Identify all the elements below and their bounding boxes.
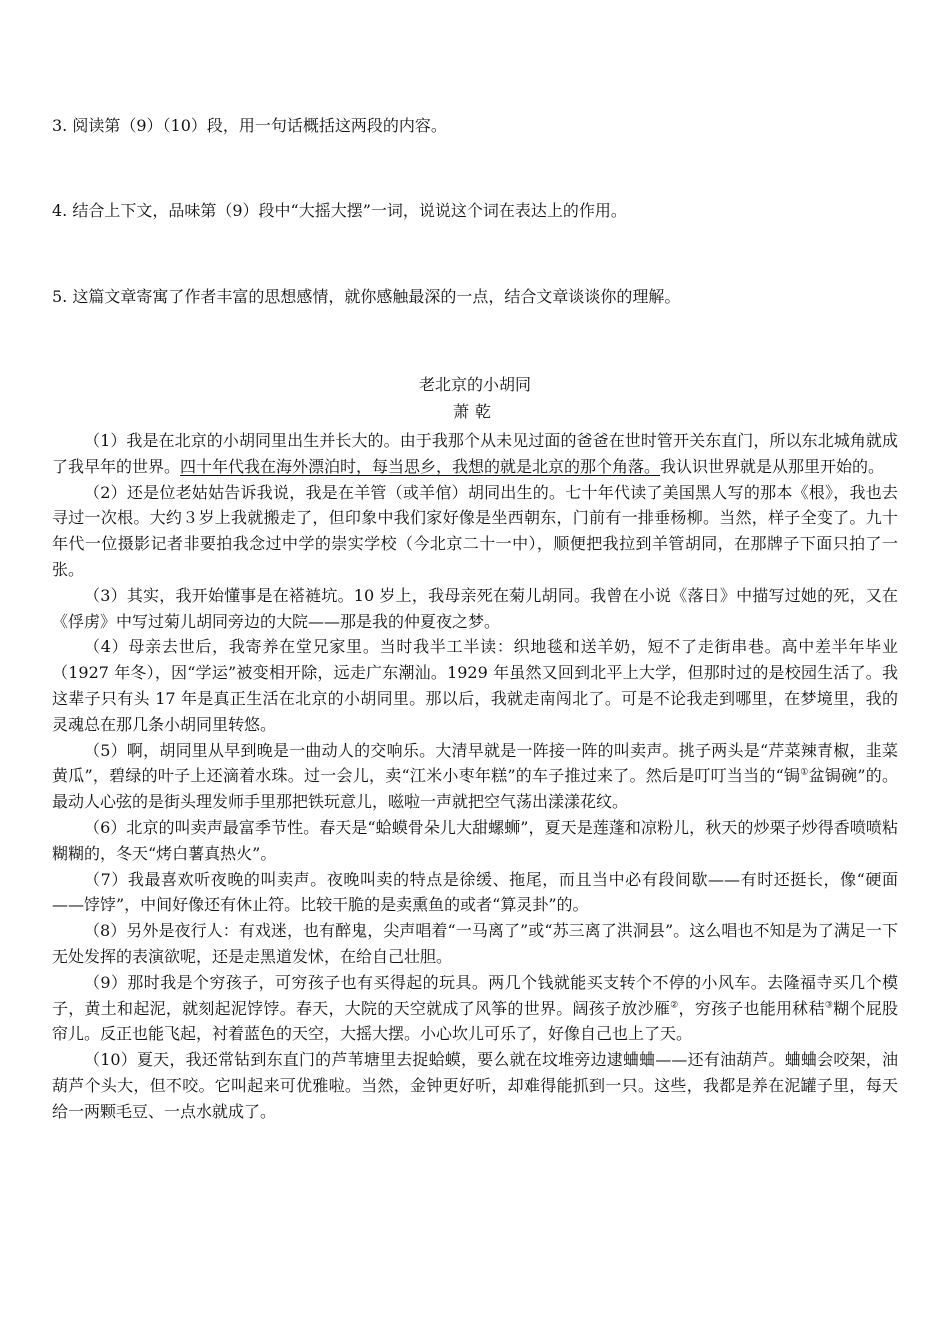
question-3: 3. 阅读第（9）（10）段，用一句话概括这两段的内容。: [52, 116, 447, 135]
footnote-marker: ②: [670, 1000, 679, 1011]
paragraph-9: （9）那时我是个穷孩子，可穷孩子也有买得起的玩具。两几个钱就能买支转个不停的小风车。去隆福寺买几个模子，黄土和起泥，就刻起泥饽饽。春天，大院的天空就成了风筝的世界。阔孩子放沙雁②，穷孩子也能用秫秸③糊个屁股帘儿。反正也能飞起，衬着蓝色的天空，大摇大摆。小心坎儿可乐了，好像自己也上了天。: [52, 972, 898, 1044]
paragraph-2: （2）还是位老姑姑告诉我说，我是在羊管（或羊倌）胡同出生的。七十年代读了美国黑人写的那本《根》，我也去寻过一次根。大约３岁上我就搬走了，但印象中我们家好像是坐西朝东，门前有一排垂杨柳。当然，样子全变了。九十年代一位摄影记者非要拍我念过中学的崇实学校（今北京二十一中），顺便把我拉到羊管胡同，在那牌子下面只拍了一张。: [52, 482, 898, 579]
question-5: 5. 这篇文章寄寓了作者丰富的思想感情，就你感触最深的一点，结合文章谈谈你的理解。: [52, 287, 681, 306]
paragraph-3: （3）其实，我开始懂事是在褡裢坑。10 岁上，我母亲死在菊儿胡同。我曾在小说《落日》中描写过她的死，又在《俘虏》中写过菊儿胡同旁边的大院——那是我的仲夏夜之梦。: [52, 585, 898, 631]
paragraph-6: （6）北京的叫卖声最富季节性。春天是“蛤蟆骨朵儿大甜螺蛳”，夏天是莲蓬和凉粉儿，秋天的炒栗子炒得香喷喷粘糊糊的，冬天“烤白薯真热火”。: [52, 817, 898, 863]
footnote-marker: ③: [824, 1000, 834, 1011]
paragraph-1: （1）我是在北京的小胡同里出生并长大的。由于我那个从未见过面的爸爸在世时管开关东直门，所以东北城角就成了我早年的世界。四十年代我在海外漂泊时，每当思乡，我想的就是北京的那个角落。我认识世界就是从那里开始的。: [52, 431, 898, 476]
paragraph-10: （10）夏天，我还常钻到东直门的芦苇塘里去捉蛤蟆，要么就在坟堆旁边逮蛐蛐——还有油葫芦。蛐蛐会咬架，油葫芦个头大，但不咬。它叫起来可优雅啦。当然，金钟更好听，却难得能抓到一只。这些，我都是养在泥罐子里，每天给一两颗毛豆、一点水就成了。: [52, 1050, 898, 1121]
footnote-marker: ①: [800, 768, 809, 779]
paragraph-8: （8）另外是夜行人：有戏迷，也有醉鬼，尖声唱着“一马离了”或“苏三离了洪洞县”。这么唱也不知是为了满足一下无处发挥的表演欲呢，还是走黑道发怵，在给自己壮胆。: [52, 921, 898, 966]
article-body: [52, 428, 898, 1125]
underlined-sentence: 四十年代我在海外漂泊时，每当思乡，我想的就是北京的那个角落。: [180, 456, 661, 476]
article-author: 萧乾: [452, 402, 497, 421]
paragraph-7: （7）我最喜欢听夜晚的叫卖声。夜晚叫卖的特点是徐缓、拖尾，而且当中必有段间歇——有时还挺长，像“硬面——饽饽”，中间好像还有休止符。比较干脆的是卖熏鱼的或者“算灵卦”的。: [52, 869, 898, 915]
question-4: 4. 结合上下文，品味第（9）段中“大摇大摆”一词，说说这个词在表达上的作用。: [52, 201, 627, 220]
paragraph-4: （4）母亲去世后，我寄养在堂兄家里。当时我半工半读：织地毯和送羊奶，短不了走街串巷。高中差半年毕业（1927 年冬），因“学运”被变相开除，远走广东潮汕。1929 年虽然又回到北平上大学，但那时过的是校园生活了。我这辈子只有头 17 年是真正生活在北京的小胡同里。那以后，我就走南闯北了。可是不论我走到哪里，在梦境里，我的灵魂总在那几条小胡同里转悠。: [52, 637, 898, 734]
paragraph-5: （5）啊，胡同里从早到晚是一曲动人的交响乐。大清早就是一阵接一阵的叫卖声。挑子两头是“芹菜辣青椒，韭菜黄瓜”，碧绿的叶子上还滴着水珠。过一会儿，卖“江米小枣年糕”的车子推过来了。然后是叮叮当当的“锔①盆锔碗”的。最动人心弦的是街头理发师手里那把铁玩意儿，嗞啦一声就把空气荡出漾漾花纹。: [52, 740, 898, 812]
article-title: 老北京的小胡同: [418, 375, 531, 394]
